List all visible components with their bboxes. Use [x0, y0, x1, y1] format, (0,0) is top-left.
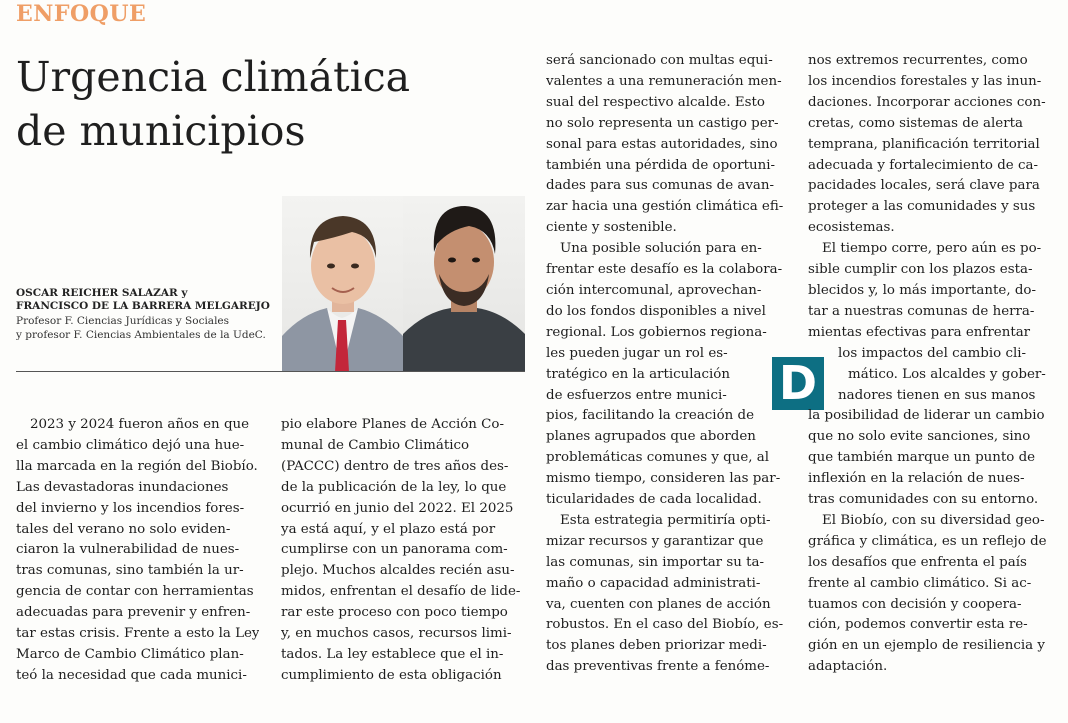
text-line: los incendios forestales y las inun- [808, 73, 1042, 89]
text-line: midos, enfrentan el desafío de lide- [281, 584, 521, 600]
text-line: Las devastadoras inundaciones [16, 479, 229, 495]
text-line: será sancionado con multas equi- [546, 53, 773, 68]
text-line: daciones. Incorporar acciones con- [808, 94, 1046, 110]
column-2 [281, 415, 525, 687]
text-line: y, en muchos casos, recursos limi- [281, 626, 512, 642]
text-line: tados. La ley establece que el in- [281, 646, 504, 662]
text-line: maño o capacidad administrati- [546, 575, 761, 591]
text-line: das preventivas frente a fenóme- [546, 659, 770, 675]
text-line: temprana, planificación territorial [808, 136, 1040, 152]
text-line: ciente y sostenible. [546, 220, 677, 236]
text-line: mismo tiempo, consideren las par- [546, 471, 781, 487]
text-line: gencia de contar con herramientas [16, 584, 254, 600]
text-line: sible cumplir con los plazos esta- [808, 262, 1033, 278]
author-photo-1 [282, 196, 403, 372]
section-label: ENFOQUE [16, 1, 147, 27]
text-line: ya está aquí, y el plazo está por [281, 521, 496, 537]
text-line: mientas efectivas para enfrentar [808, 324, 1031, 340]
text-line: mático. Los alcaldes y gober- [848, 366, 1046, 382]
text-line: cumplirse con un panorama com- [281, 542, 508, 558]
text-line: los desafíos que enfrenta el país [808, 554, 1027, 570]
text-line: ción, podemos convertir esta re- [808, 617, 1028, 633]
text-line: tratégico en la articulación [546, 366, 730, 382]
text-line: tras comunas, sino también la ur- [16, 563, 244, 579]
text-line: rar este proceso con poco tiempo [281, 605, 508, 621]
text-line: que no solo evite sanciones, sino [808, 429, 1031, 445]
text-line: sonal para estas autoridades, sino [546, 136, 778, 152]
text-line: del invierno y los incendios fores- [16, 500, 245, 516]
column-3 [546, 51, 791, 678]
title-line: de municipios [16, 107, 306, 155]
text-line: el cambio climático dejó una hue- [16, 437, 245, 453]
text-line: sual del respectivo alcalde. Esto [546, 94, 765, 110]
text-line: tar a nuestras comunas de herra- [808, 303, 1035, 319]
text-line: también una pérdida de oportuni- [546, 157, 776, 173]
text-line: (PACCC) dentro de tres años des- [281, 458, 509, 474]
text-line: 2023 y 2024 fueron años en que [30, 417, 250, 432]
text-line: cretas, como sistemas de alerta [808, 115, 1024, 131]
text-line: lla marcada en la región del Biobío. [16, 458, 258, 474]
author-photos [282, 196, 525, 372]
text-line: ciaron la vulnerabilidad de nues- [16, 542, 240, 558]
text-line: adecuada y fortalecimiento de ca- [808, 157, 1038, 173]
column-1 [16, 415, 259, 687]
drop-cap: D [772, 357, 824, 410]
text-line: robustos. En el caso del Biobío, es- [546, 617, 784, 633]
text-line: los impactos del cambio cli- [838, 345, 1027, 361]
text-line: regional. Los gobiernos regiona- [546, 324, 767, 340]
text-line: munal de Cambio Climático [281, 437, 470, 453]
article-title [16, 50, 410, 158]
text-line: ocurrió en junio del 2022. El 2025 [281, 500, 514, 516]
text-line: tar estas crisis. Frente a esto la Ley [16, 626, 259, 642]
text-line: la posibilidad de liderar un cambio [808, 408, 1045, 424]
text-line: adaptación. [808, 659, 888, 675]
text-line: Una posible solución para en- [560, 241, 762, 257]
text-line: gión en un ejemplo de resiliencia y [808, 638, 1045, 654]
text-line: va, cuenten con planes de acción [546, 596, 771, 612]
author-name-line: OSCAR REICHER SALAZAR y [16, 287, 188, 299]
text-line: do los fondos disponibles a nivel [546, 303, 766, 319]
text-line: pios, facilitando la creación de [546, 408, 755, 424]
text-line: proteger a las comunidades y sus [808, 199, 1036, 215]
author-photo-2 [403, 196, 525, 372]
byline-divider [16, 371, 525, 372]
text-line: dades para sus comunas de avan- [546, 178, 775, 194]
text-line: adecuadas para prevenir y enfren- [16, 605, 251, 621]
text-line: de la publicación de la ley, lo que [281, 479, 507, 495]
text-line: de esfuerzos entre munici- [546, 387, 727, 403]
author-role-line: y profesor F. Ciencias Ambientales de la UdeC. [16, 329, 266, 341]
text-line: ecosistemas. [808, 220, 895, 236]
author-names [16, 287, 281, 313]
text-line: nadores tienen en sus manos [838, 387, 1036, 403]
text-line: frentar este desafío es la colabora- [546, 262, 783, 278]
text-line: mizar recursos y garantizar que [546, 533, 764, 549]
portrait-man-suit [282, 196, 403, 372]
text-line: planes agrupados que aborden [546, 429, 756, 445]
text-line: ción intercomunal, aprovechan- [546, 282, 762, 298]
column-4 [808, 51, 1053, 678]
text-line: El Biobío, con su diversidad geo- [822, 512, 1045, 528]
text-line: blecidos y, lo más importante, do- [808, 282, 1037, 298]
text-line: teó la necesidad que cada munici- [16, 667, 247, 683]
text-line: El tiempo corre, pero aún es po- [822, 241, 1042, 257]
author-name-line: FRANCISCO DE LA BARRERA MELGAREJO [16, 300, 270, 312]
text-line: pio elabore Planes de Acción Co- [281, 417, 505, 432]
text-line: ticularidades de cada localidad. [546, 492, 762, 508]
author-byline [16, 287, 281, 342]
text-line: cumplimiento de esta obligación [281, 667, 502, 683]
text-line: valentes a una remuneración men- [546, 73, 782, 89]
title-line: Urgencia climática [16, 53, 411, 101]
text-line: nos extremos recurrentes, como [808, 53, 1028, 68]
text-line: plejo. Muchos alcaldes recién asu- [281, 563, 515, 579]
portrait-man-beard [403, 196, 525, 372]
author-roles [16, 314, 281, 342]
text-line: no solo representa un castigo per- [546, 115, 779, 131]
text-line: que también marque un punto de [808, 450, 1036, 466]
text-line: pacidades locales, será clave para [808, 178, 1040, 194]
text-line: tales del verano no solo eviden- [16, 521, 231, 537]
author-role-line: Profesor F. Ciencias Jurídicas y Sociales [16, 315, 230, 327]
text-line: tras comunidades con su entorno. [808, 492, 1039, 508]
text-line: tuamos con decisión y coopera- [808, 596, 1022, 612]
text-line: gráfica y climática, es un reflejo de [808, 533, 1047, 549]
text-line: las comunas, sin importar su ta- [546, 554, 764, 570]
text-line: les pueden jugar un rol es- [546, 345, 728, 361]
text-line: inflexión en la relación de nues- [808, 471, 1025, 487]
text-line: problemáticas comunes y que, al [546, 450, 770, 466]
text-line: zar hacia una gestión climática efi- [546, 199, 784, 215]
text-line: Esta estrategia permitiría opti- [560, 512, 771, 528]
text-line: tos planes deben priorizar medi- [546, 638, 767, 654]
text-line: frente al cambio climático. Si ac- [808, 575, 1032, 591]
text-line: Marco de Cambio Climático plan- [16, 646, 244, 662]
